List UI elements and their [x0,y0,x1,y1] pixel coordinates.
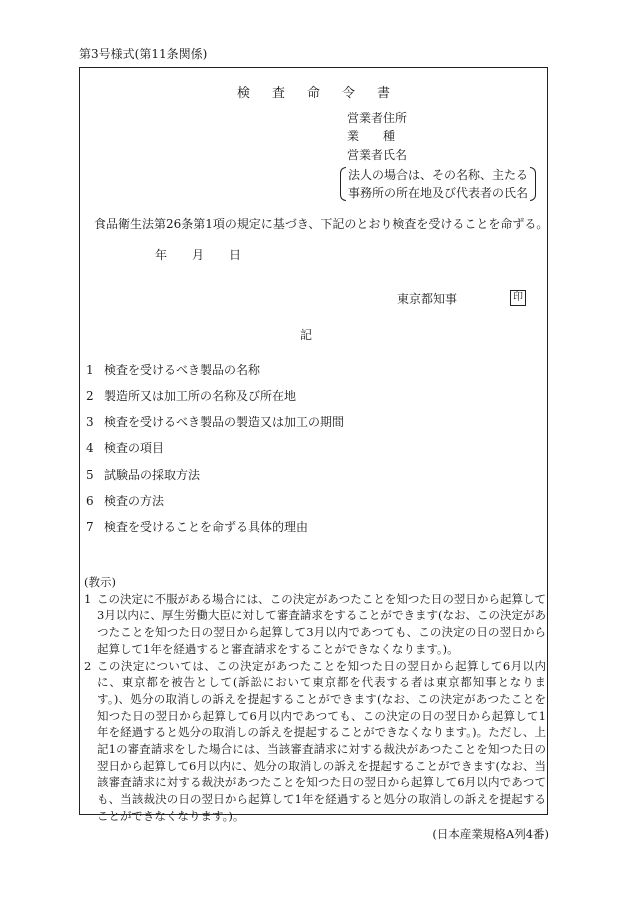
item-label: 検査の項目 [104,441,165,455]
address-label: 営業者住所 [347,111,408,125]
title-char: 検 [236,86,250,101]
seal-stamp: 印 [510,290,526,306]
corporation-note-line: 法人の場合は、その名称、主たる [348,168,529,182]
date-year: 年 [155,248,168,262]
list-item [86,439,164,456]
item-label: 検査を受けることを命ずる具体的理由 [104,520,309,534]
title-char: 命 [306,86,320,101]
form-number-label: 第3号様式(第11条関係) [79,47,208,61]
item-label: 検査の方法 [104,494,165,508]
item-number: 2 [86,389,94,403]
item-number: 1 [86,363,94,377]
document-frame [79,67,549,823]
appeal-notice [84,574,546,825]
item-label: 検査を受けるべき製品の製造又は加工の期間 [104,415,345,429]
corporation-note [342,166,534,202]
notice-paragraph [84,591,546,658]
item-number: 4 [86,441,94,455]
item-number: 5 [86,468,94,482]
business-name-label: 営業者氏名 [347,148,408,162]
issuer-name: 東京都知事 [397,292,458,306]
notice-number: 1 [84,591,92,606]
paper-size-note: (日本産業規格A列4番) [432,827,549,841]
item-label: 検査を受けるべき製品の名称 [104,363,261,377]
corporation-note-line: 事務所の所在地及び代表者の氏名 [348,186,529,200]
list-item [86,466,200,483]
item-label: 製造所又は加工所の名称及び所在地 [104,389,297,403]
list-item [86,492,164,509]
date-month: 月 [192,248,205,262]
list-item [86,387,296,404]
notice-paragraph [84,658,546,825]
title-char: 査 [271,86,285,101]
date-day: 日 [229,248,242,262]
ki-heading: 記 [300,328,313,342]
item-number: 6 [86,494,94,508]
list-item [86,361,260,378]
document-title [80,82,547,101]
title-char: 令 [342,86,356,101]
business-type-label: 業 種 [347,129,396,143]
item-number: 7 [86,520,94,534]
notice-text: この決定に不服がある場合には、この決定があつたことを知つた日の翌日から起算して3月以内に、厚生労働大臣に対して審査請求をすることができます(なお、この決定があつたことを知つた日の翌日から起算して3月以内であつても、この決定の日の翌日から起算して1年を経過すると審査請求をすることができなくなります。)。 [97,591,546,656]
order-statement: 食品衛生法第26条第1項の規定に基づき、下記のとおり検査を受けることを命ずる。 [94,217,549,231]
item-number: 3 [86,415,94,429]
notice-number: 2 [84,658,92,673]
notice-heading: (教示) [84,575,116,589]
item-label: 試験品の採取方法 [104,468,201,482]
list-item [86,413,344,430]
notice-text: この決定については、この決定があつたことを知つた日の翌日から起算して6月以内に、東京都を被告として(訴訟において東京都を代表する者は東京都知事となります。)、処分の取消しの訴えを提起することができます(なお、この決定があつたことを知つた日の翌日から起算して6月以内であつても、この決定の日の翌日から起算して1年を経過すると処分の取消しの訴えを提起することができなくなります。)。ただし、上記1の審査請求をした場合には、当該審査請求に対する裁決があつたことを知つた日の翌日から起算して6月以内に、処分の取消しの訴えを提起することができます(なお、当該審査請求に対する裁決があつたことを知つた日の翌日から起算して6月以内であつても、当該裁決の日の翌日から起算して1年を経過すると処分の取消しの訴えを提起することができなくなります。)。 [97,658,546,823]
list-item [86,518,308,535]
title-char: 書 [377,86,391,101]
